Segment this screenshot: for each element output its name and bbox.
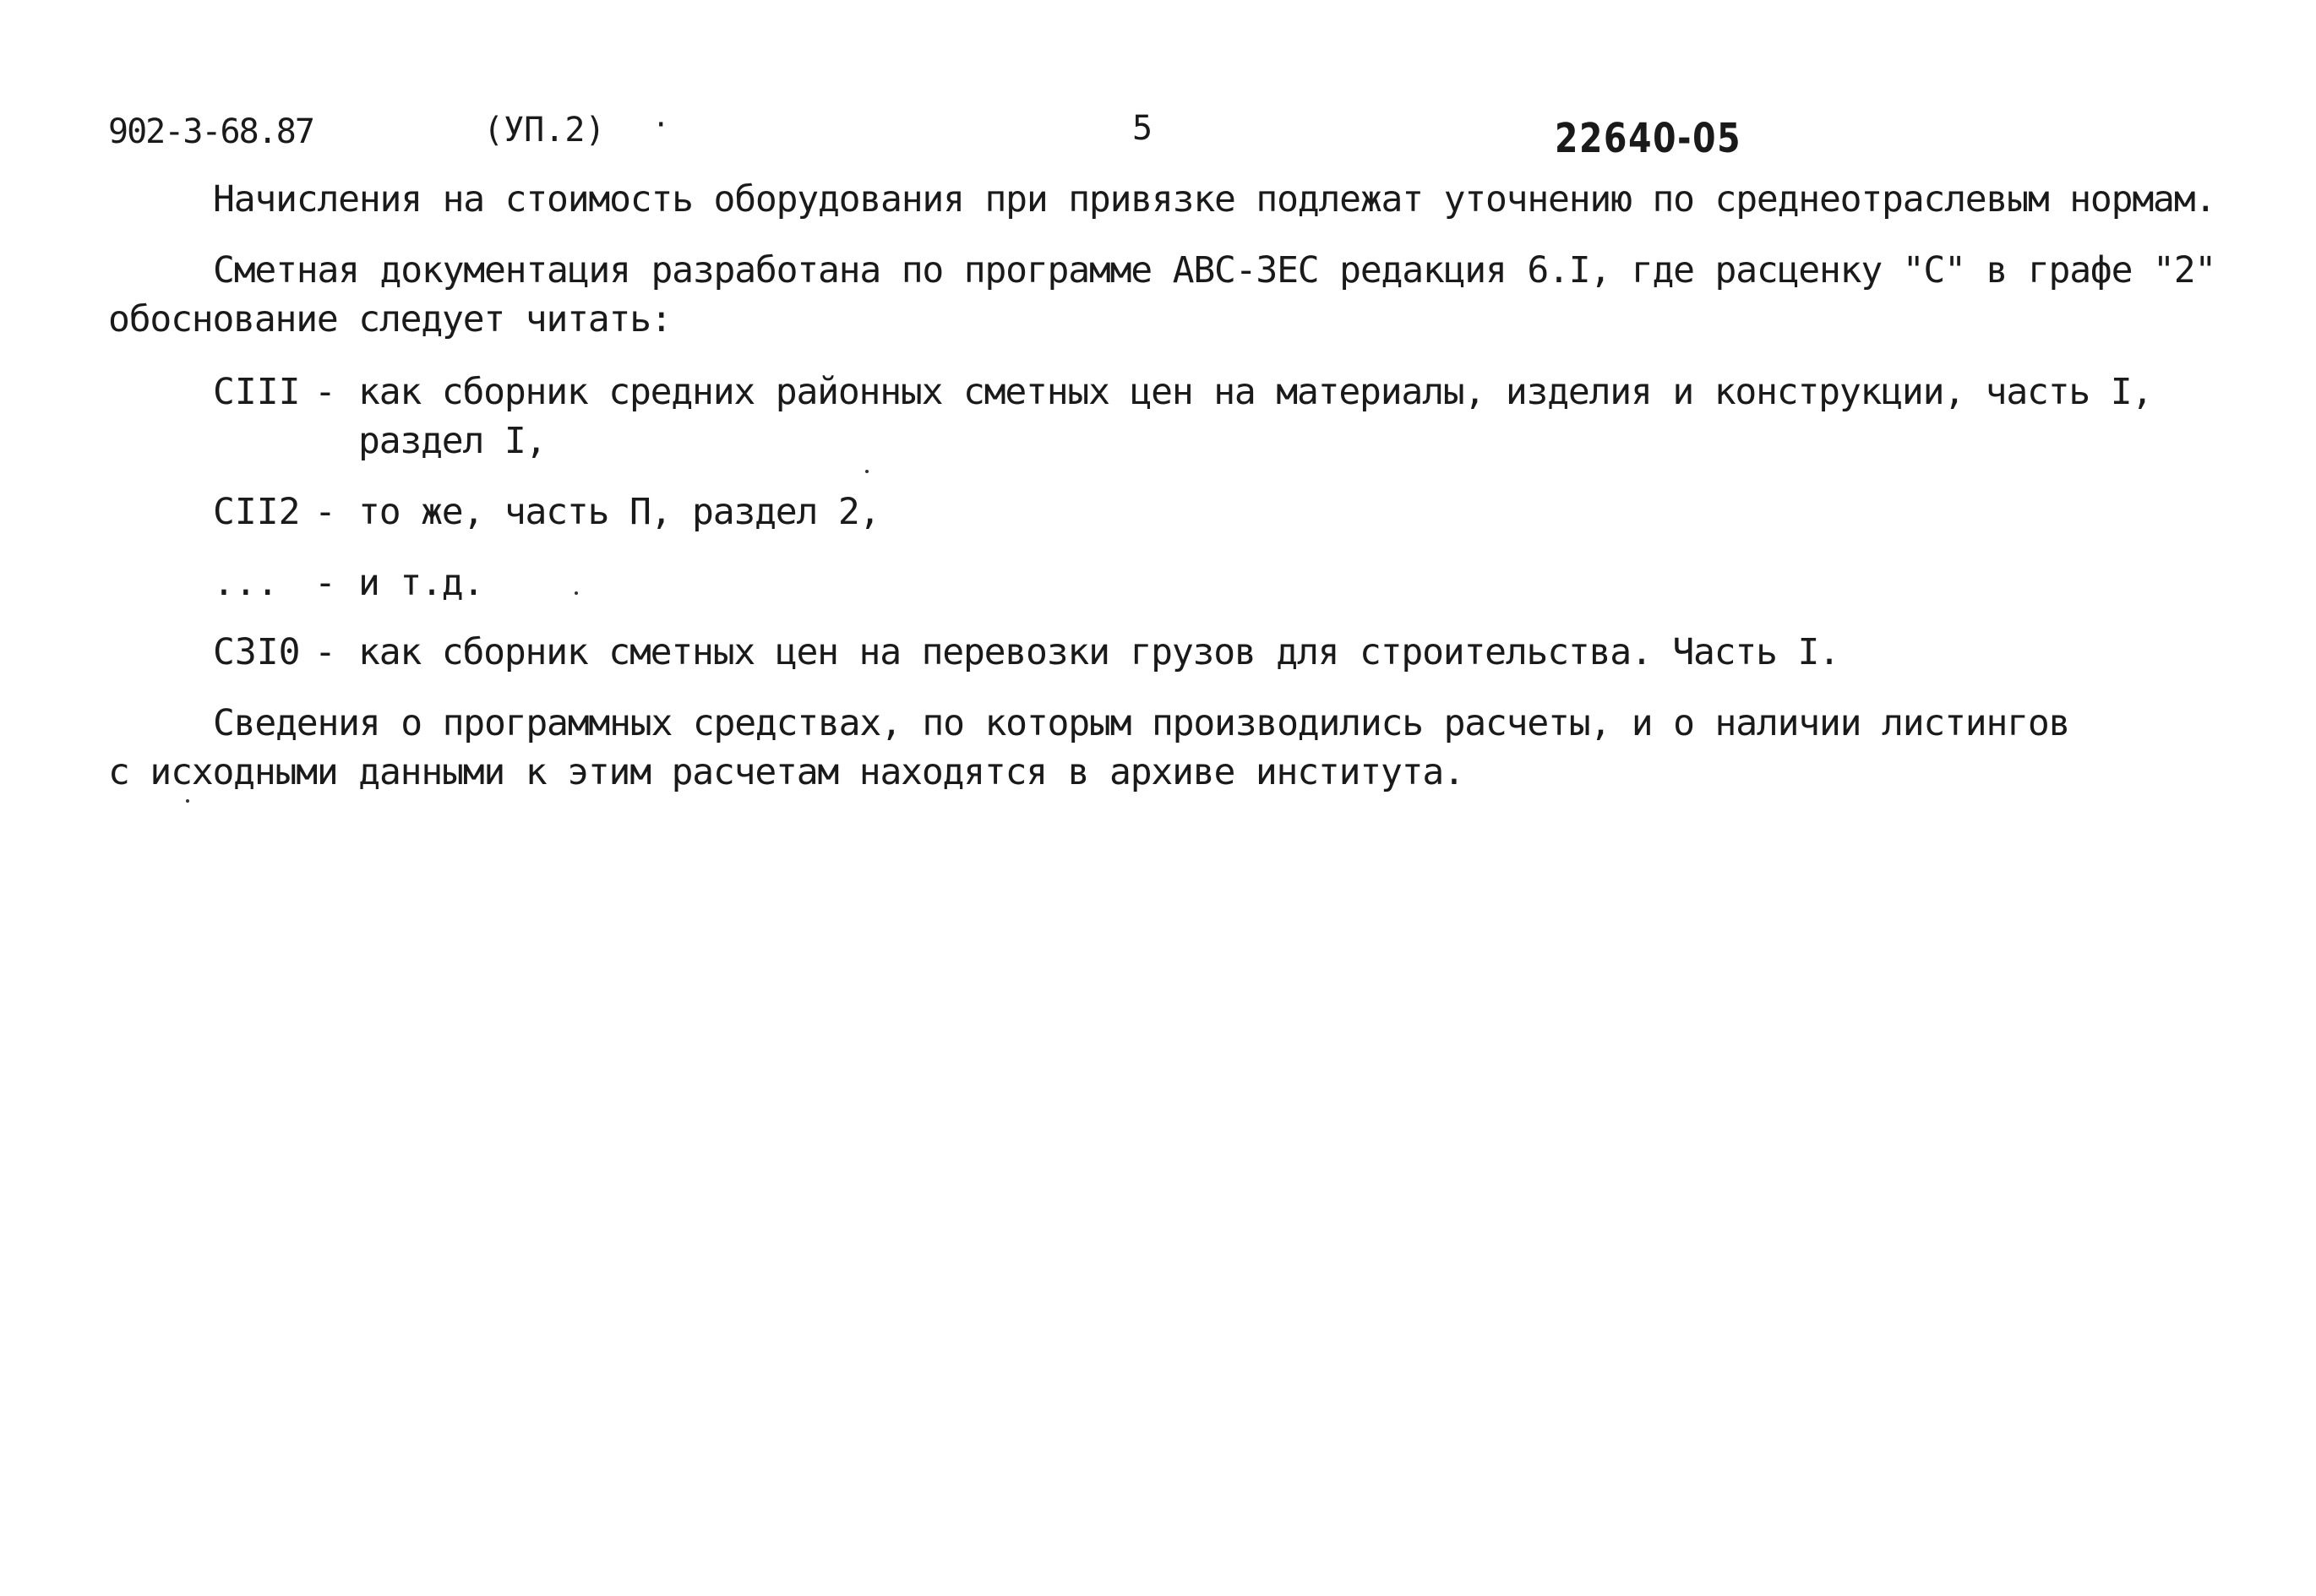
paragraph-estimate-line1: Сметная документация разработана по программе АВС-ЗЕС редакция 6.I, где расценку "С" в графе "2": [213, 249, 2216, 291]
list-item-text: и т.д.: [358, 562, 484, 604]
paragraph-equipment-costs: Начисления на стоимость оборудования при привязке подлежат уточнению по среднеотраслевым нормам.: [213, 178, 2216, 221]
page-number: 5: [1132, 109, 1153, 148]
paragraph-software-line1: Сведения о программных средствах, по которым производились расчеты, и о наличии листингов: [213, 702, 2070, 744]
document-code: 902-3-68.87: [108, 112, 313, 151]
list-item-text: как сборник средних районных сметных цен на материалы, изделия и конструкции, часть I,: [358, 371, 2153, 413]
paragraph-software-line2: с исходными данными к этим расчетам находятся в архиве института.: [108, 751, 1464, 793]
scan-speck: [865, 470, 869, 473]
list-item-code: CIII: [213, 371, 301, 413]
list-item-dash: -: [314, 491, 336, 533]
list-item-code: ...: [213, 562, 279, 604]
list-item-dash: -: [314, 562, 336, 604]
variant-label: (УП.2): [483, 111, 606, 150]
list-item-code: CII2: [213, 491, 301, 533]
list-item-dash: -: [314, 631, 336, 673]
scan-speck: [186, 799, 189, 803]
list-item-code: C3I0: [213, 631, 301, 673]
list-item-text: как сборник сметных цен на перевозки грузов для строительства. Часть I.: [358, 631, 1839, 673]
scan-speck: [575, 591, 578, 595]
header-dot: ·: [652, 108, 670, 142]
list-item-text: то же, часть П, раздел 2,: [358, 491, 880, 533]
list-item-text-continued: раздел I,: [358, 420, 547, 462]
inventory-number: 22640-05: [1555, 115, 1742, 162]
paragraph-estimate-line2: обоснование следует читать:: [108, 298, 672, 340]
list-item-dash: -: [314, 371, 336, 413]
